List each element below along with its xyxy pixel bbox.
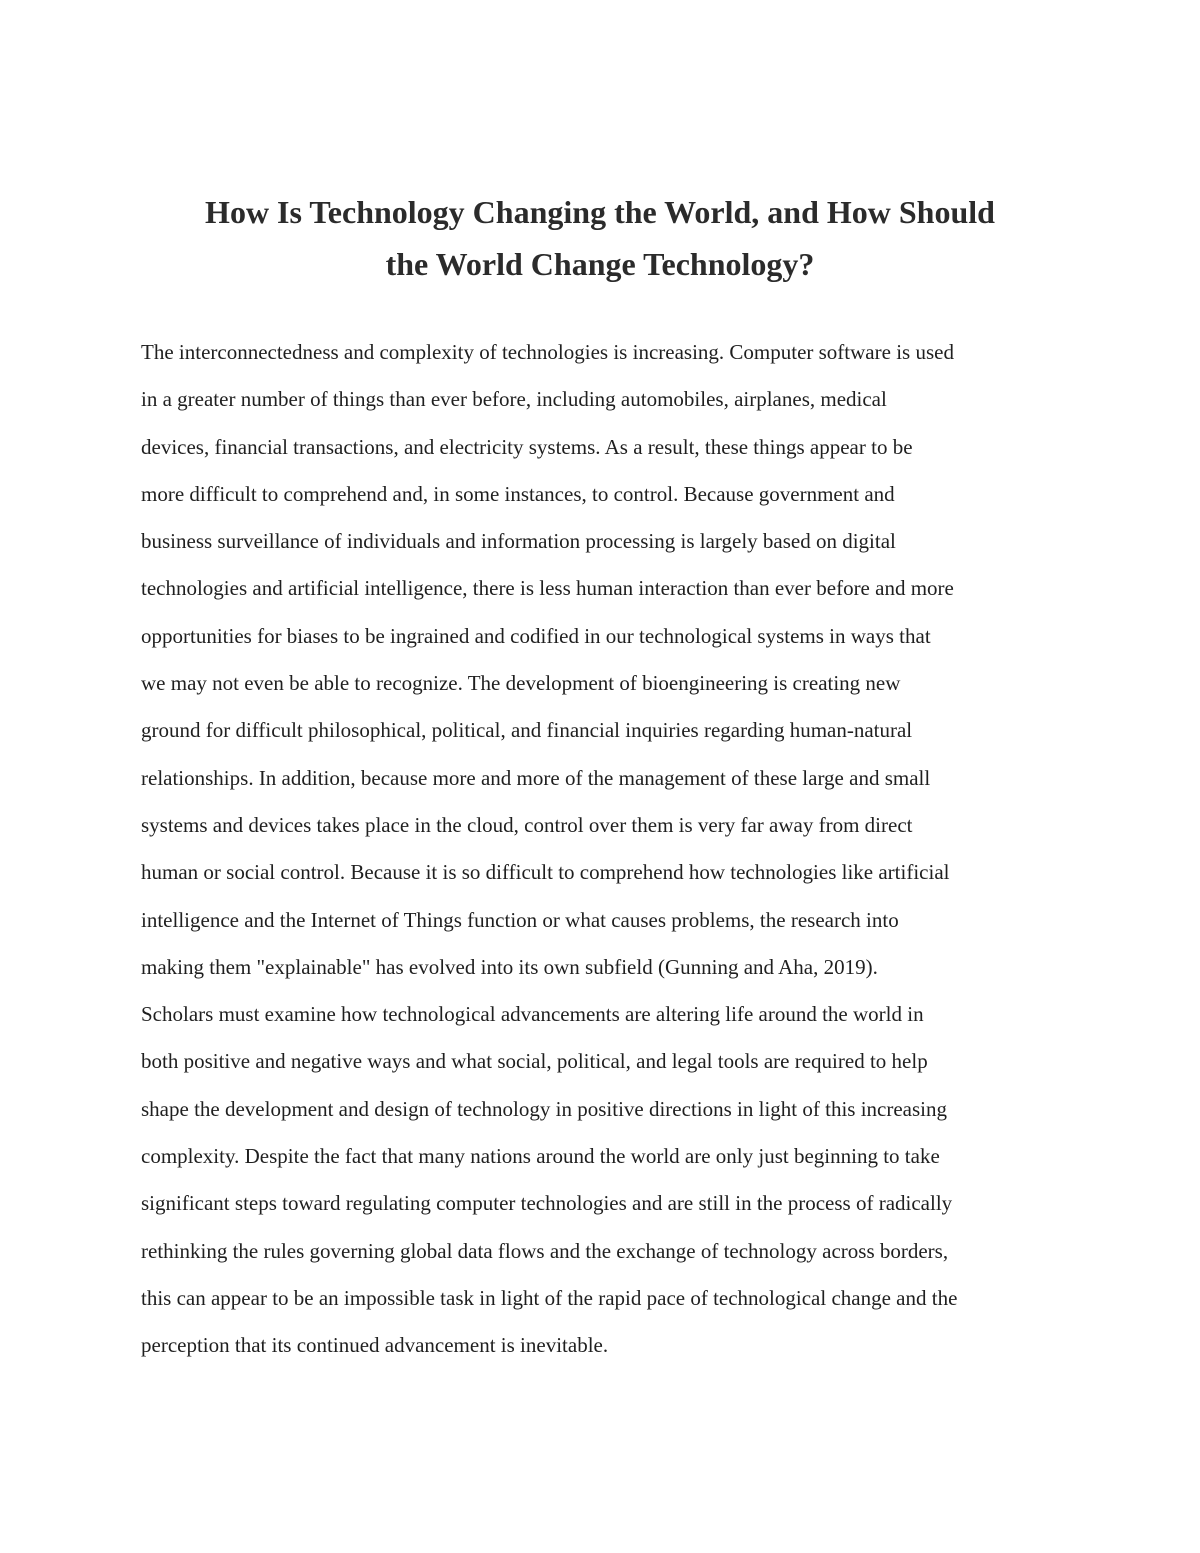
body-line: The interconnectedness and complexity of technologies is increasing. Computer software is used <box>141 340 954 364</box>
body-line: complexity. Despite the fact that many nations around the world are only just beginning to take <box>141 1144 940 1169</box>
body-line: in a greater number of things than ever before, including automobiles, airplanes, medical <box>141 387 887 412</box>
body-line: perception that its continued advancement is inevitable. <box>141 1333 609 1358</box>
body-line: business surveillance of individuals and information processing is largely based on digital <box>141 529 896 554</box>
body-line: Scholars must examine how technological advancements are altering life around the world in <box>141 1002 924 1027</box>
title-line: How Is Technology Changing the World, and How Should <box>205 194 995 230</box>
body-line: we may not even be able to recognize. The development of bioengineering is creating new <box>141 671 901 696</box>
body-line: making them "explainable" has evolved into its own subfield (Gunning and Aha, 2019). <box>141 954 878 979</box>
body-line: more difficult to comprehend and, in some instances, to control. Because government and <box>141 481 895 506</box>
body-line: this can appear to be an impossible task in light of the rapid pace of technological change and the <box>141 1285 958 1310</box>
body-line: ground for difficult philosophical, political, and financial inquiries regarding human-natural <box>141 718 913 743</box>
body-line: systems and devices takes place in the cloud, control over them is very far away from direct <box>141 812 913 837</box>
body-line: shape the development and design of technology in positive directions in light of this increasing <box>141 1096 947 1121</box>
document-title <box>120 186 1080 290</box>
title-line: the World Change Technology? <box>385 246 815 282</box>
body-line: both positive and negative ways and what social, political, and legal tools are required to help <box>141 1049 928 1074</box>
body-line: significant steps toward regulating computer technologies and are still in the process of radically <box>141 1191 953 1216</box>
body-line: rethinking the rules governing global data flows and the exchange of technology across borders, <box>141 1238 949 1263</box>
body-line: devices, financial transactions, and electricity systems. As a result, these things appear to be <box>141 434 913 459</box>
body-paragraph <box>141 329 1081 1370</box>
body-line: opportunities for biases to be ingrained and codified in our technological systems in ways that <box>141 623 931 648</box>
body-line: relationships. In addition, because more and more of the management of these large and small <box>141 765 931 790</box>
body-line: human or social control. Because it is so difficult to comprehend how technologies like artificial <box>141 860 950 885</box>
body-line: technologies and artificial intelligence, there is less human interaction than ever before and more <box>141 576 954 601</box>
body-line: intelligence and the Internet of Things function or what causes problems, the research into <box>141 907 899 932</box>
